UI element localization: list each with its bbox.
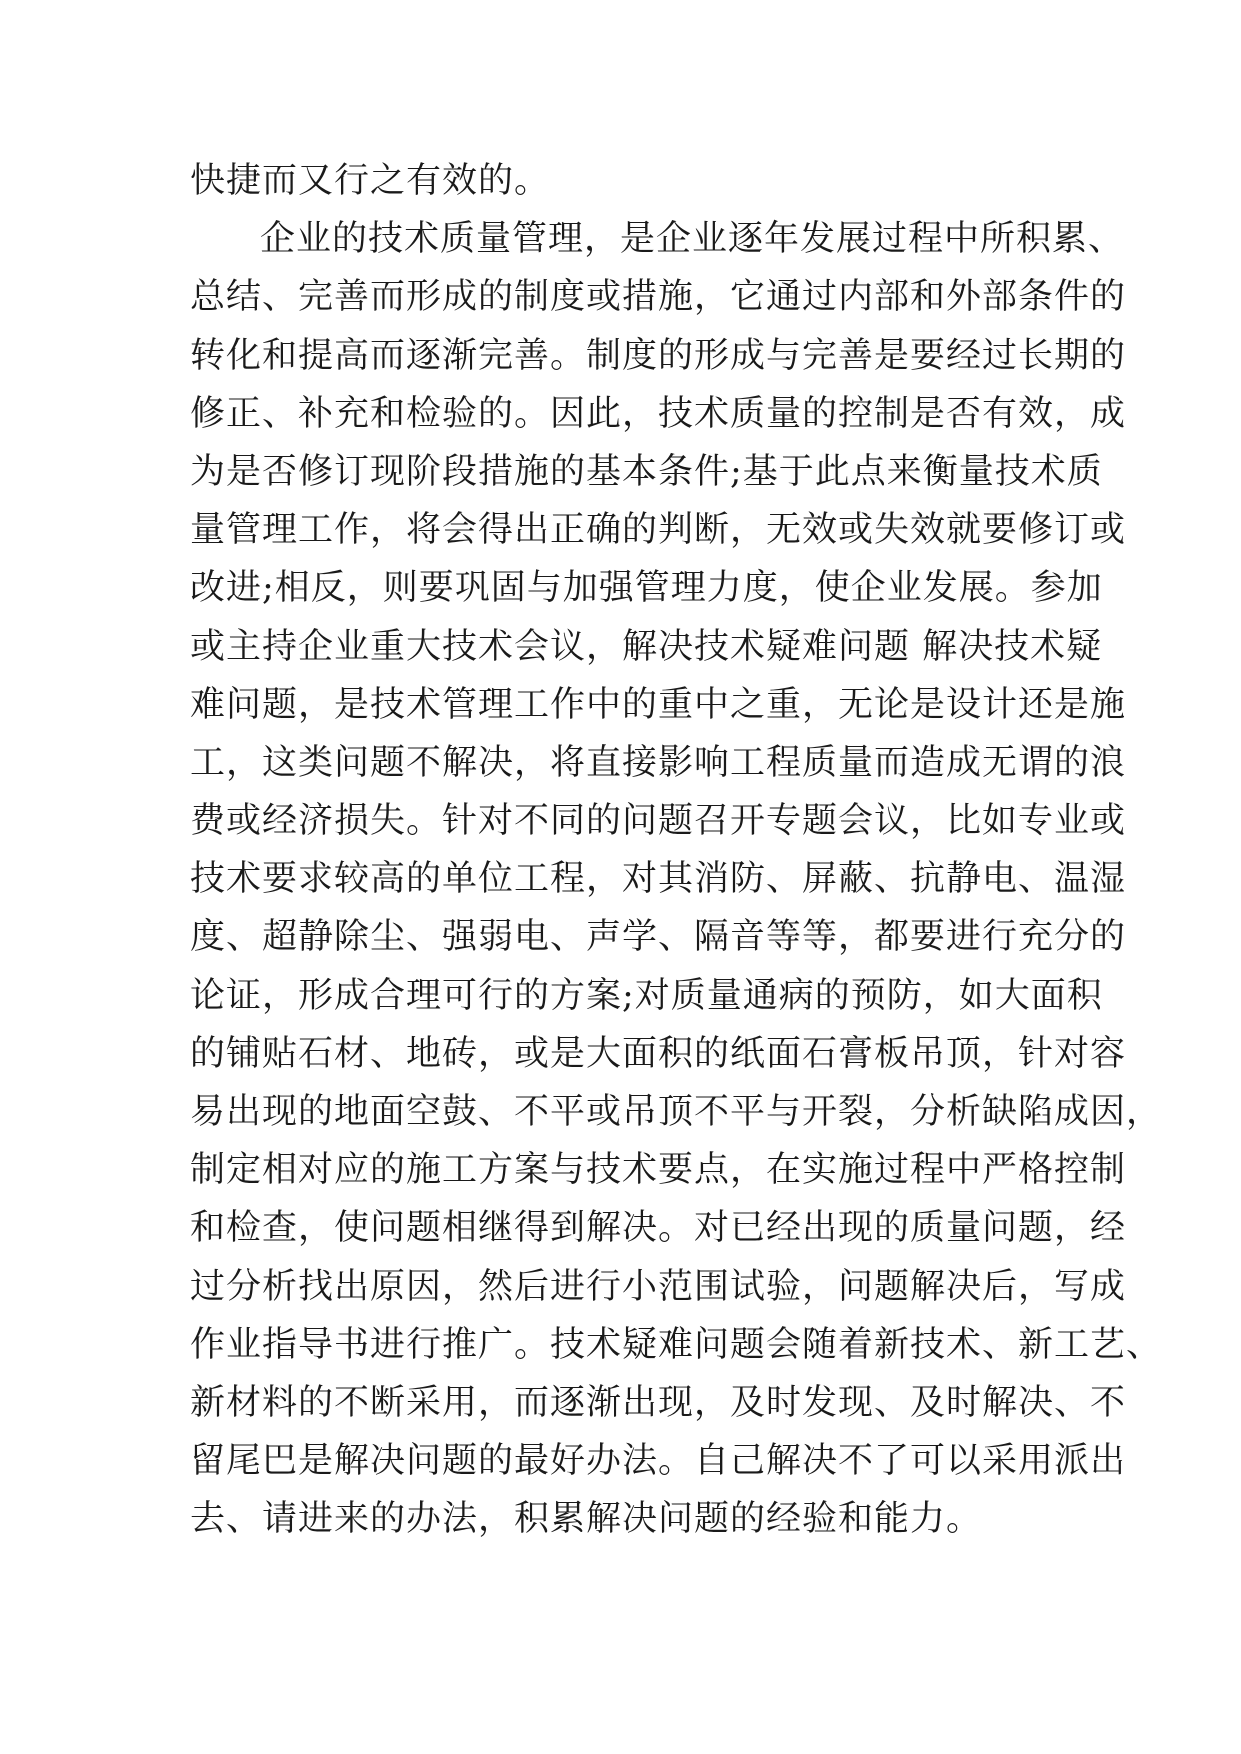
text-line: 论证，形成合理可行的方案;对质量通病的预防，如大面积 <box>190 975 1103 1016</box>
text-line: 度、超静除尘、强弱电、声学、隔音等等，都要进行充分的 <box>190 917 1127 958</box>
text-line: 量管理工作，将会得出正确的判断，无效或失效就要修订或 <box>190 510 1127 551</box>
text-line: 去、请进来的办法，积累解决问题的经验和能力。 <box>190 1499 983 1540</box>
text-line: 为是否修订现阶段措施的基本条件;基于此点来衡量技术质 <box>190 451 1103 492</box>
text-line: 留尾巴是解决问题的最好办法。自己解决不了可以采用派出 <box>190 1441 1127 1482</box>
text-line: 易出现的地面空鼓、不平或吊顶不平与开裂，分析缺陷成因， <box>190 1092 1163 1132</box>
text-line: 费或经济损失。针对不同的问题召开专题会议，比如专业或 <box>190 801 1127 842</box>
paragraph-first-line: 企业的技术质量管理，是企业逐年发展过程中所积累、 <box>260 219 1125 260</box>
text-line: 工，这类问题不解决，将直接影响工程质量而造成无谓的浪 <box>190 742 1127 783</box>
text-line: 制定相对应的施工方案与技术要点，在实施过程中严格控制 <box>190 1150 1127 1191</box>
text-line: 修正、补充和检验的。因此，技术质量的控制是否有效，成 <box>190 393 1127 434</box>
text-line: 技术要求较高的单位工程，对其消防、屏蔽、抗静电、温湿 <box>190 859 1127 900</box>
text-line: 快捷而又行之有效的。 <box>190 161 551 201</box>
text-line: 或主持企业重大技术会议，解决技术疑难问题 解决技术疑 <box>190 626 1103 667</box>
text-line: 新材料的不断采用，而逐渐出现，及时发现、及时解决、不 <box>190 1382 1127 1423</box>
text-line: 难问题，是技术管理工作中的重中之重，无论是设计还是施 <box>190 684 1127 725</box>
body-text <box>190 152 1163 1549</box>
text-line: 作业指导书进行推广。技术疑难问题会随着新技术、新工艺、 <box>190 1324 1163 1365</box>
text-line: 改进;相反，则要巩固与加强管理力度，使企业发展。参加 <box>190 568 1103 609</box>
text-line: 过分析找出原因，然后进行小范围试验，问题解决后，写成 <box>190 1266 1127 1307</box>
text-line: 转化和提高而逐渐完善。制度的形成与完善是要经过长期的 <box>190 335 1127 376</box>
text-line: 的铺贴石材、地砖，或是大面积的纸面石膏板吊顶，针对容 <box>190 1033 1127 1074</box>
text-line: 总结、完善而形成的制度或措施，它通过内部和外部条件的 <box>190 277 1127 318</box>
text-line: 和检查，使问题相继得到解决。对已经出现的质量问题，经 <box>190 1208 1127 1249</box>
